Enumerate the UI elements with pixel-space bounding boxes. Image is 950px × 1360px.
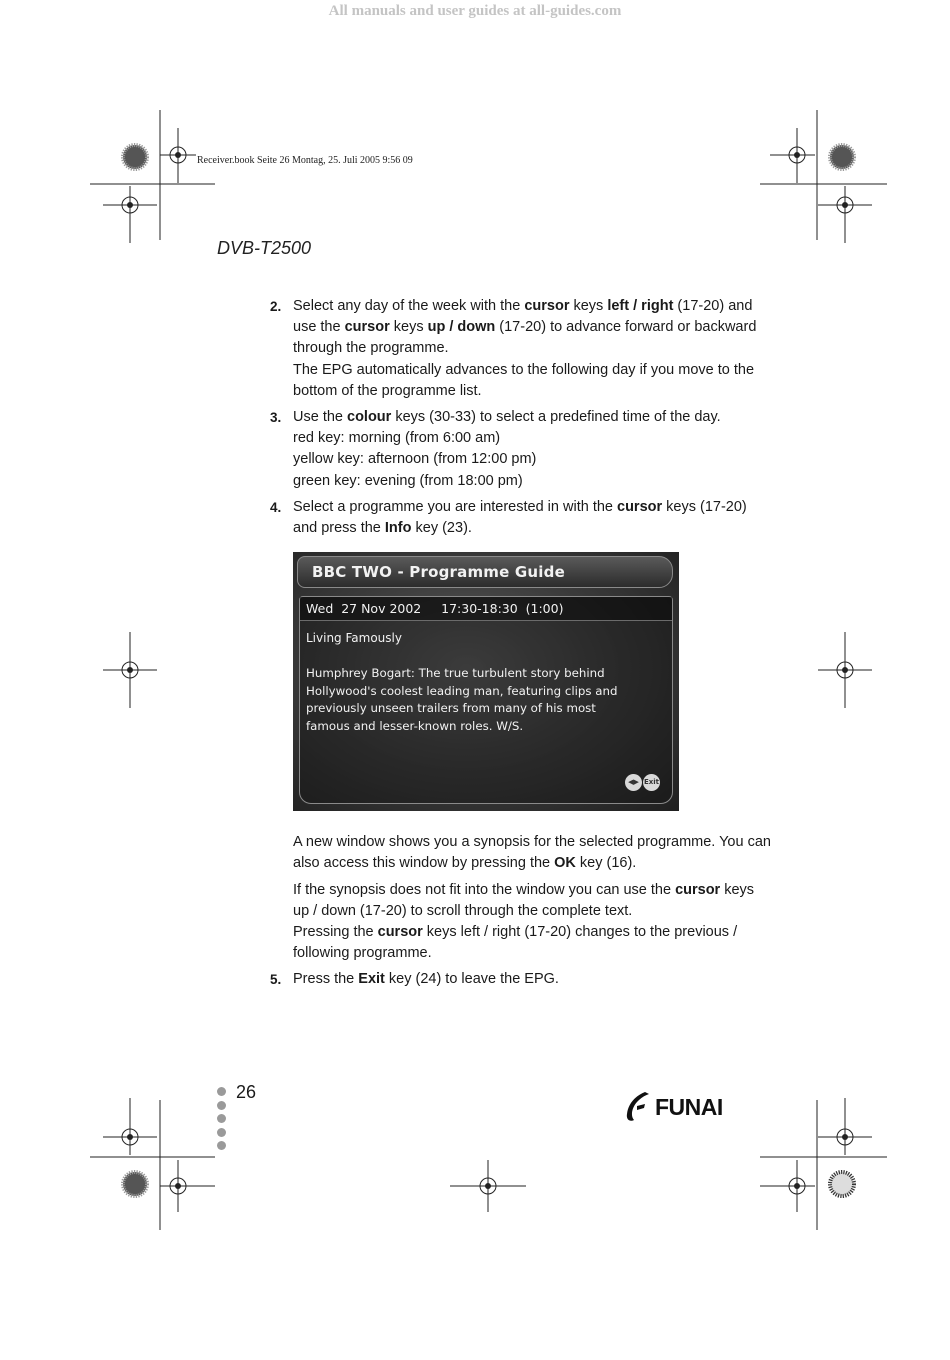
funai-swoosh-icon xyxy=(623,1090,653,1124)
step-4: 4. Select a programme you are interested in with the cursor keys (17-20) and press the Info key (23). xyxy=(270,497,732,539)
epg-programme-title: Living Famously xyxy=(306,631,402,645)
starburst-mark xyxy=(123,1172,147,1196)
funai-logo xyxy=(623,1090,723,1124)
crosshair-mark xyxy=(818,186,872,243)
epg-screenshot xyxy=(293,552,679,811)
epg-info-panel xyxy=(299,596,673,804)
step-2: 2. Select any day of the week with the cursor keys left / right (17-20) and use the cursor keys up / down (17-20) to advance forward or backward through the programme. The EPG automatically advances to the following day if you move to the bottom of the programme list. xyxy=(270,296,732,402)
crosshair-mark xyxy=(818,1098,872,1155)
starburst-mark xyxy=(830,145,854,169)
step-number: 4. xyxy=(270,499,282,515)
epg-header: BBC TWO - Programme Guide xyxy=(297,556,673,588)
crosshair-mark xyxy=(760,1160,815,1212)
page-number: 26 xyxy=(236,1082,257,1102)
starburst-mark xyxy=(123,145,147,169)
step-5: 5. Press the Exit key (24) to leave the EPG. xyxy=(270,969,732,990)
crosshair-mark xyxy=(160,1160,215,1212)
crosshair-mark xyxy=(770,128,815,183)
epg-nav-buttons xyxy=(625,774,660,791)
step-3: 3. Use the colour keys (30-33) to select a predefined time of the day. red key: morning (from 6:00 am) yellow key: afternoon (from 12:00 pm) green key: evening (from 18:00 pm) xyxy=(270,407,732,492)
print-info: Receiver.book Seite 26 Montag, 25. Juli 2005 9:56 09 xyxy=(197,155,413,166)
exit-button-icon: Exit xyxy=(643,774,660,791)
scroll-paragraph: If the synopsis does not fit into the window you can use the cursor keys up / down (17-20) to scroll through the complete text. Pressing the cursor keys left / right (17-20) changes to the previous / following programme. xyxy=(293,881,755,962)
watermark-text: All manuals and user guides at all-guides.com xyxy=(328,3,622,19)
starburst-mark xyxy=(830,1172,854,1196)
brand-name: FUNAI xyxy=(655,1093,723,1120)
page-dots-decoration xyxy=(217,1087,226,1155)
document-title: DVB-T2500 xyxy=(217,238,312,258)
step-number: 5. xyxy=(270,972,282,988)
epg-date-time: Wed 27 Nov 2002 17:30-18:30 (1:00) xyxy=(300,597,672,621)
synopsis-paragraph: A new window shows you a synopsis for the selected programme. You can also access this window by pressing the OK key (16). xyxy=(293,834,771,872)
crosshair-mark xyxy=(103,1098,157,1155)
step-number: 2. xyxy=(270,299,282,314)
left-right-arrows-icon: ◀▶ xyxy=(625,774,642,791)
step-number: 3. xyxy=(270,410,282,426)
epg-synopsis: Humphrey Bogart: The true turbulent story behind Hollywood's coolest leading man, featuring clips and previously unseen trailers from many of his most famous and lesser-known roles. W/S. xyxy=(306,666,618,733)
crosshair-mark xyxy=(103,186,157,243)
